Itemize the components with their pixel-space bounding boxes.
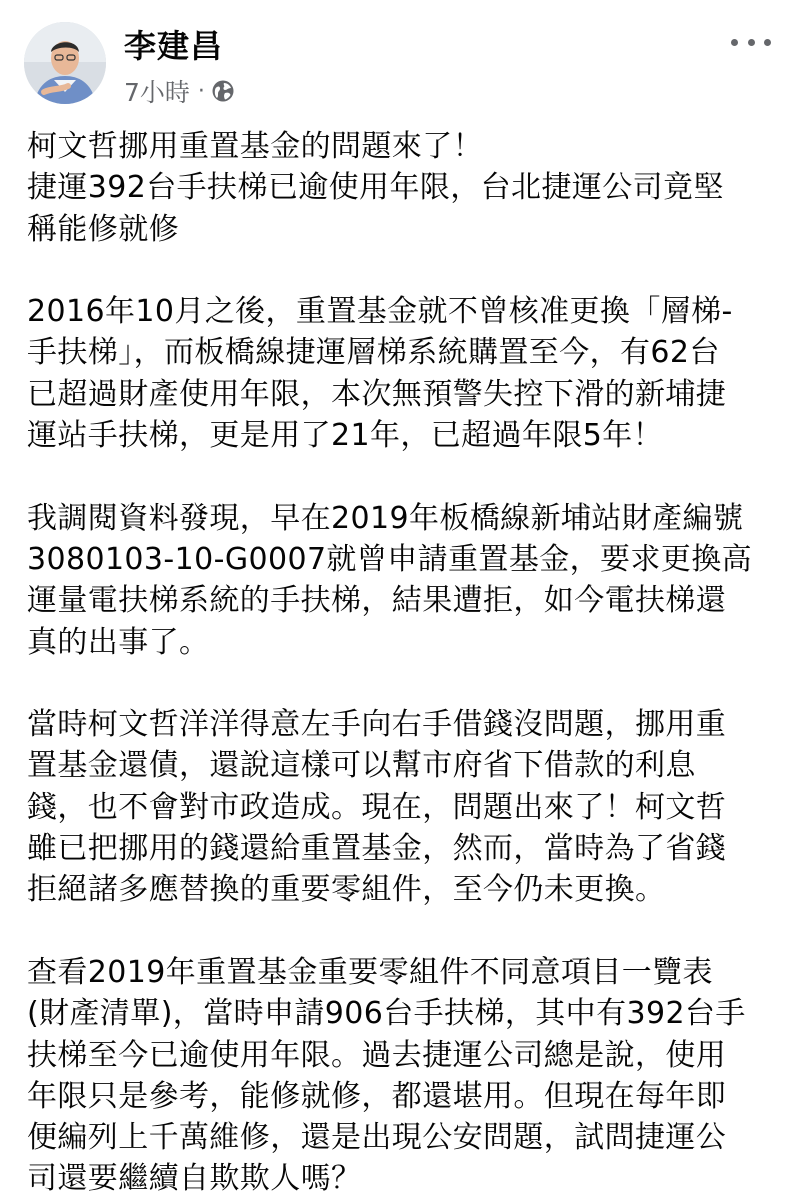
post-meta xyxy=(124,74,235,108)
post-paragraph: 查看2019年重置基金重要零組件不同意項目一覽表 (財產清單)，當時申請906台手扶梯，其中有392台手 扶梯至今已逾使用年限。過去捷運公司總是說，使用 年限只是參考，能修就修，都還堪用。但現在每年即 便編列上千萬維修，還是出現公安問題，試問捷運公 司還要繼續自欺欺人嗎？ xyxy=(27,954,746,1197)
meta-separator: · xyxy=(197,78,205,104)
globe-icon[interactable] xyxy=(211,79,235,103)
avatar-photo xyxy=(24,22,106,104)
more-dot xyxy=(748,39,755,46)
author-name[interactable]: 李建昌 xyxy=(124,27,224,65)
post-body xyxy=(27,126,773,1200)
more-options-icon[interactable] xyxy=(731,30,771,54)
post-paragraph: 柯文哲挪用重置基金的問題來了！ 捷運392台手扶梯已逾使用年限，台北捷運公司竟堅 稱能修就修 xyxy=(27,129,724,247)
post-timestamp[interactable]: 7小時 xyxy=(124,78,190,107)
more-dot xyxy=(731,39,738,46)
post-paragraph: 當時柯文哲洋洋得意左手向右手借錢沒問題，挪用重 置基金還債，還說這樣可以幫市府省下借款的利息 錢，也不會對市政造成。現在，問題出來了！柯文哲 雖已把挪用的錢還給重置基金，然而，當時為了省錢 拒絕諸多應替換的重要零組件，至今仍未更換。 xyxy=(27,707,727,908)
post-paragraph: 我調閱資料發現，早在2019年板橋線新埔站財產編號 3080103-10-G0007就曾申請重置基金，要求更換高 運量電扶梯系統的手扶梯，結果遭拒，如今電扶梯還 真的出事了。 xyxy=(27,500,753,660)
post-header xyxy=(0,0,793,120)
post-paragraph: 2016年10月之後，重置基金就不曾核准更換「層梯- 手扶梯」，而板橋線捷運層梯系統購置至今，有62台 已超過財產使用年限，本次無預警失控下滑的新埔捷 運站手扶梯，更是用了21年，已超過年限5年！ xyxy=(27,294,733,454)
more-dot xyxy=(764,39,771,46)
avatar[interactable] xyxy=(24,22,106,104)
